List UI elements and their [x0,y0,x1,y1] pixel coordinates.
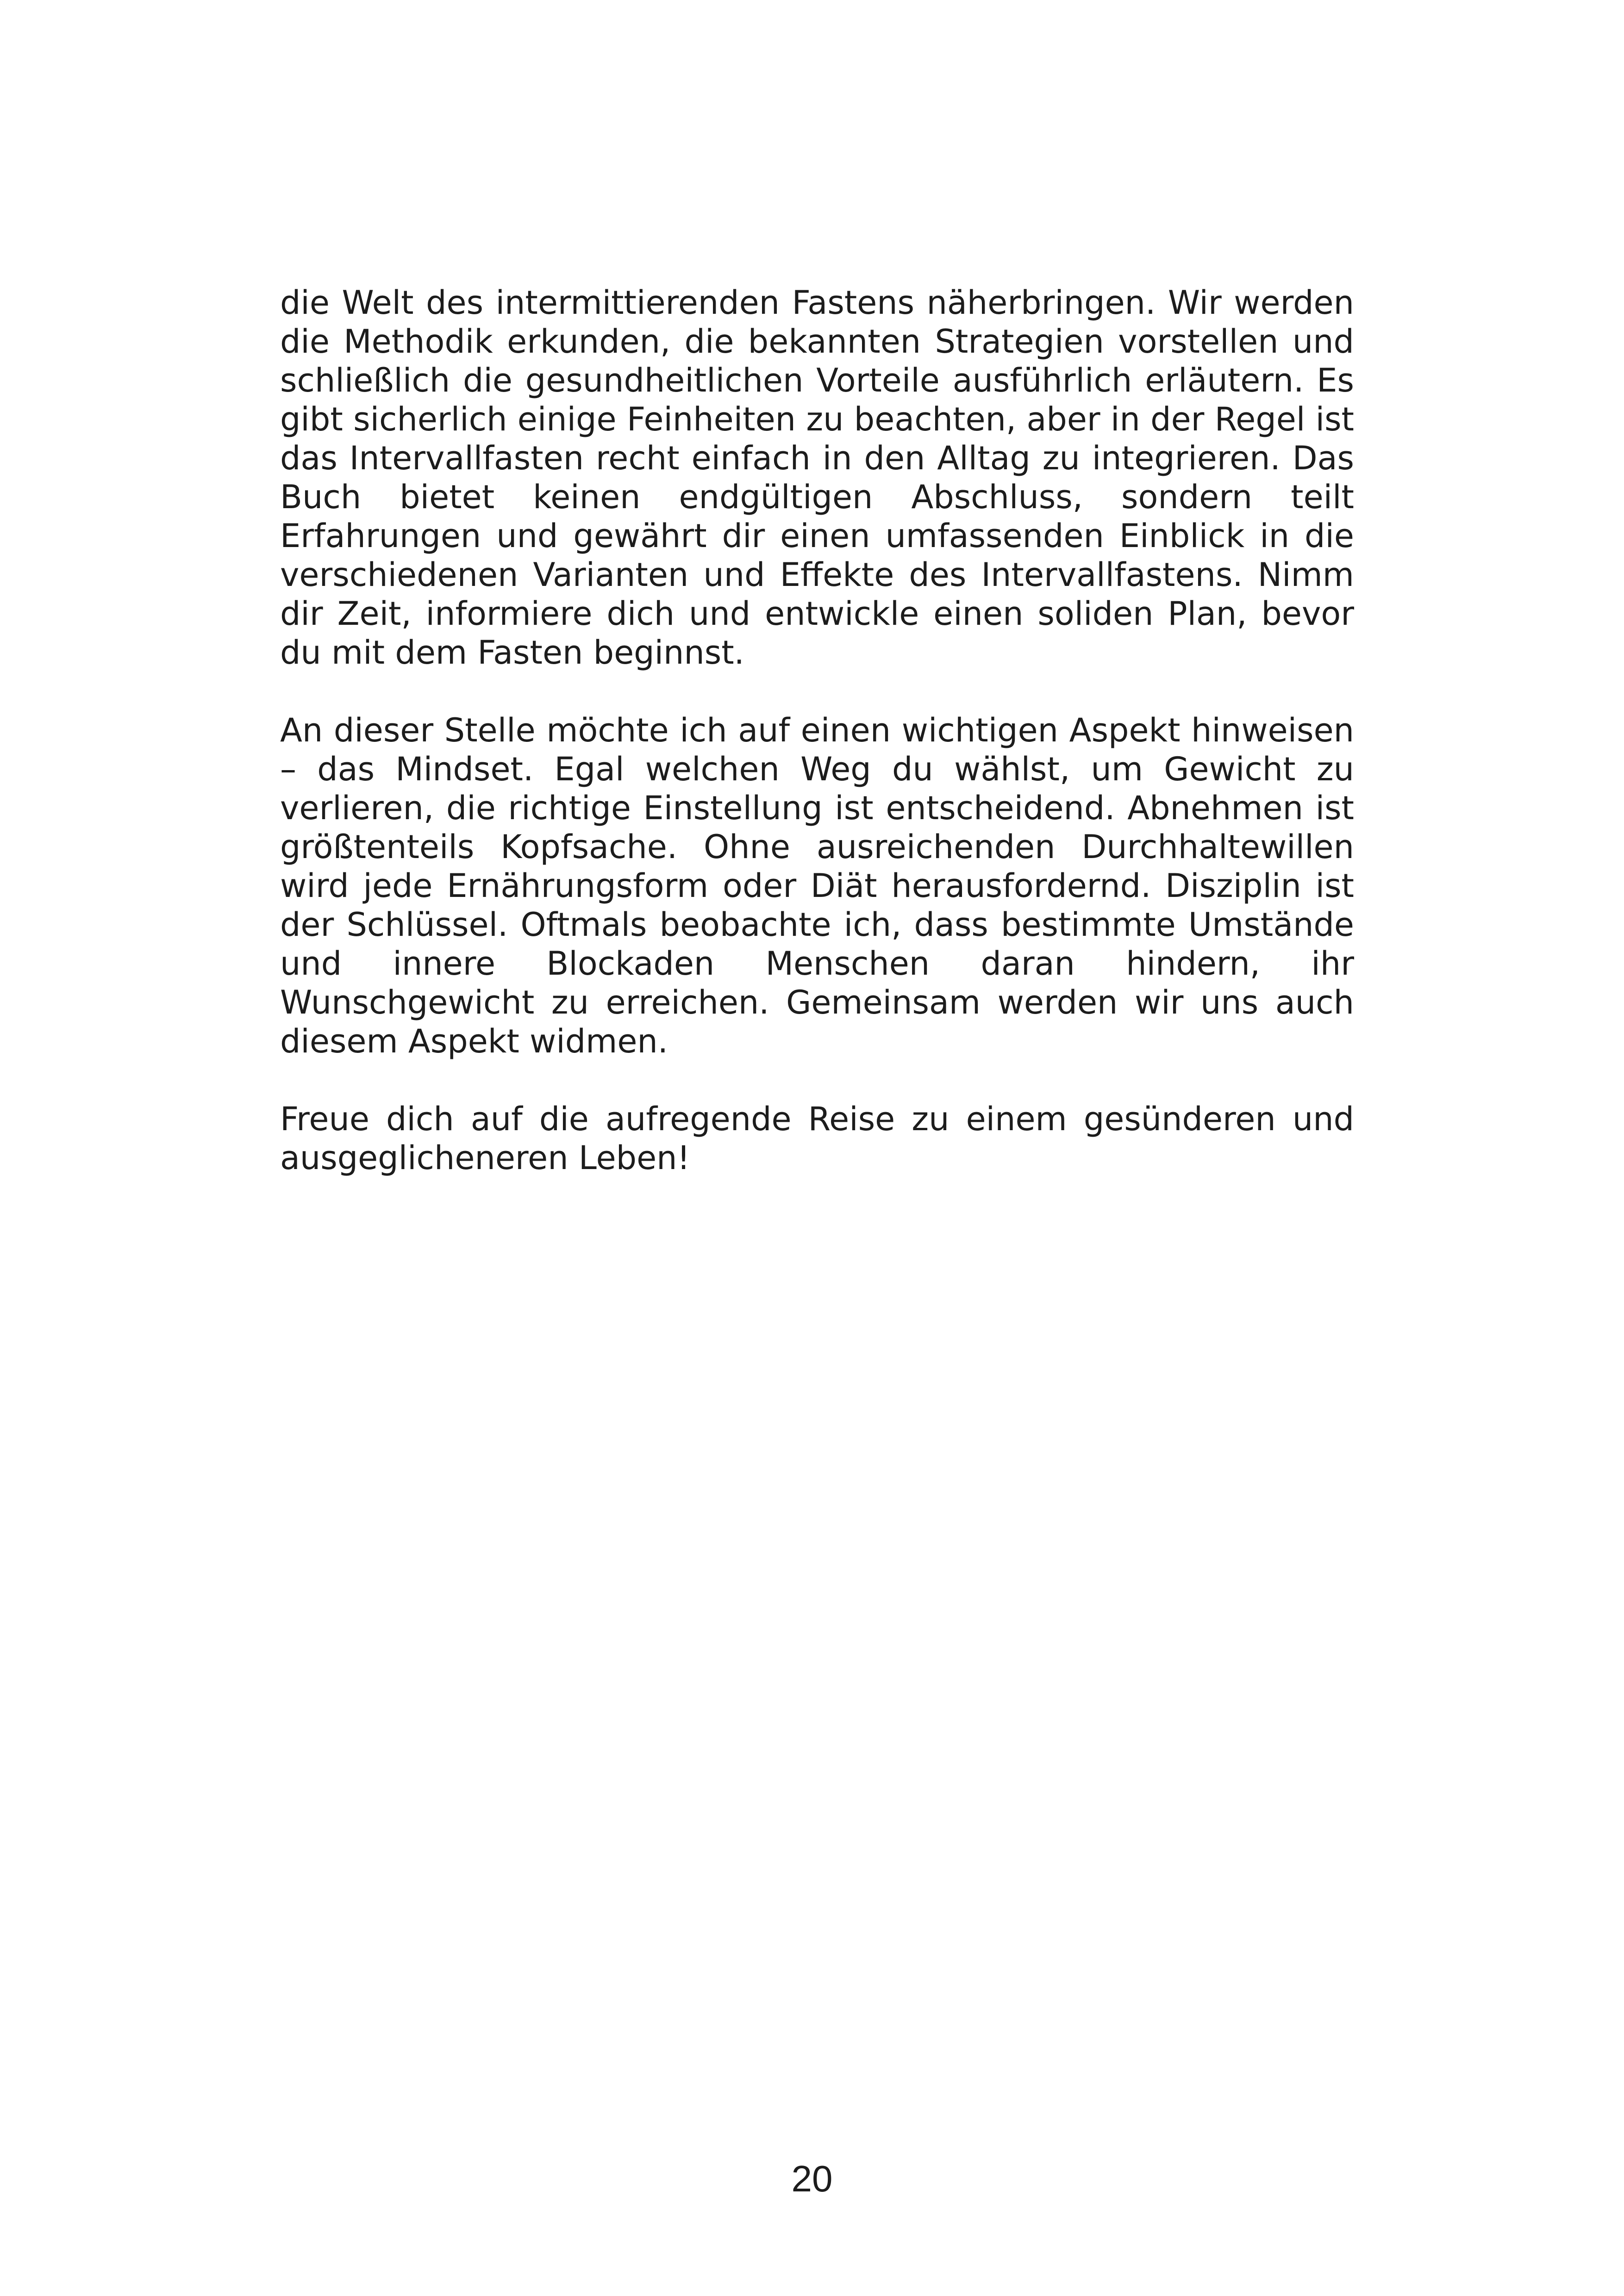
paragraph-closing: Freue dich auf die aufregende Reise zu einem gesünderen und ausgeglicheneren Leben! [280,1100,1354,1177]
page-number: 20 [791,2158,833,2199]
body-text [280,283,1354,1177]
paragraph-intermittent-fasting: die Welt des intermittierenden Fastens näherbringen. Wir werden die Methodik erkunden, die bekannten Strategien vorstellen und schließlich die gesundheitlichen Vorteile ausführlich erläutern. Es gibt sicherlich einige Feinheiten zu beachten, aber in der Regel ist das Intervallfasten recht einfach in den Alltag zu integrieren. Das Buch bietet keinen endgültigen Abschluss, sondern teilt Erfahrungen und gewährt dir einen umfassenden Einblick in die verschiedenen Varianten und Effekte des Intervallfastens. Nimm dir Zeit, informiere dich und entwickle einen soliden Plan, bevor du mit dem Fasten beginnst. [280,284,1354,672]
paragraph-mindset: An dieser Stelle möchte ich auf einen wichtigen Aspekt hinweisen – das Mindset. Egal welchen Weg du wählst, um Gewicht zu verlieren, die richtige Einstellung ist entscheidend. Abnehmen ist größtenteils Kopfsache. Ohne ausreichenden Durchhaltewillen wird jede Ernährungsform oder Diät herausfordernd. Disziplin ist der Schlüssel. Oftmals beobachte ich, dass bestimmte Umstände und innere Blockaden Menschen daran hindern, ihr Wunschgewicht zu erreichen. Gemeinsam werden wir uns auch diesem Aspekt widmen. [280,711,1354,1060]
